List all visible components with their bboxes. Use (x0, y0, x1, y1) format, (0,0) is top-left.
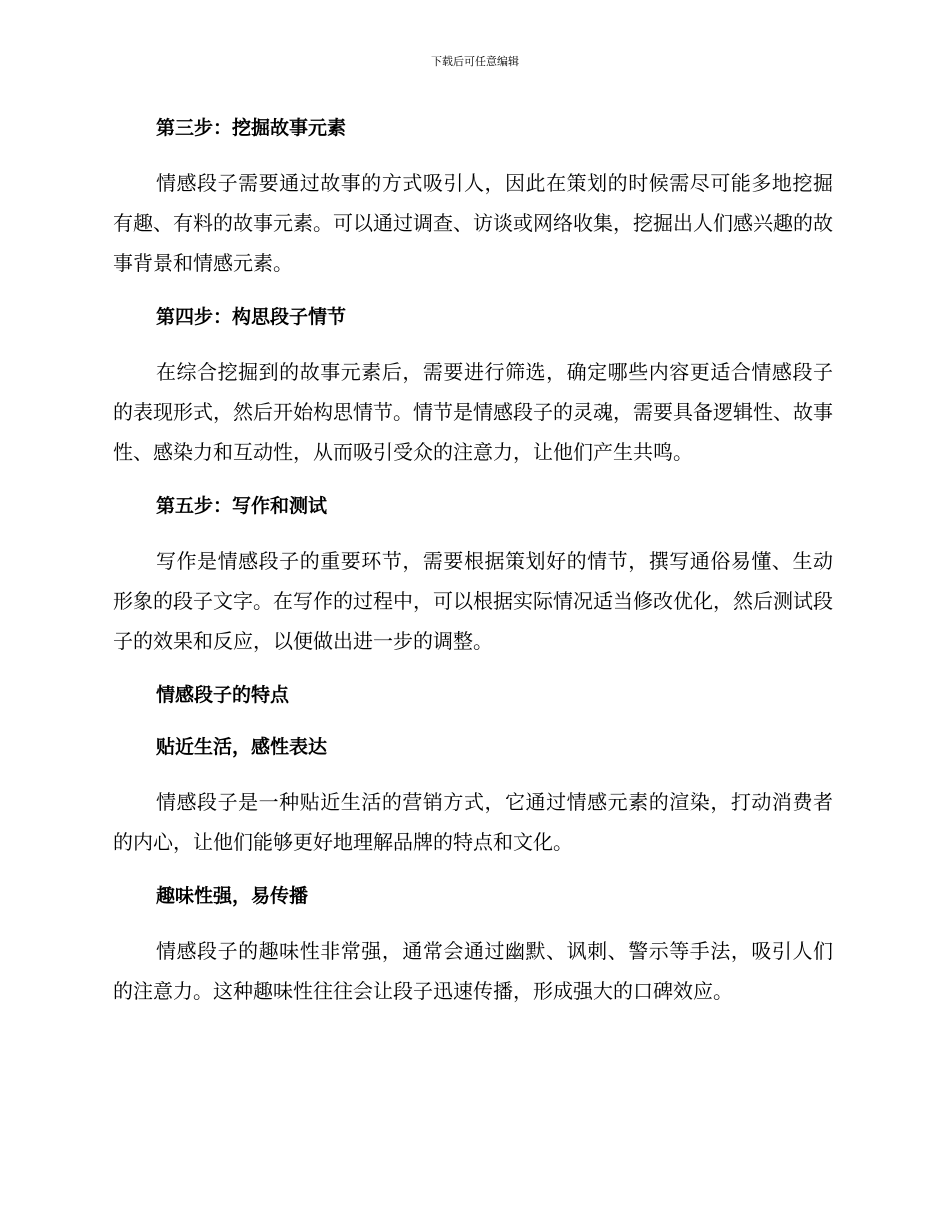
section-paragraph-step-four: 在综合挖掘到的故事元素后，需要进行筛选，确定哪些内容更适合情感段子的表现形式，然后开始构思情节。情节是情感段子的灵魂，需要具备逻辑性、故事性、感染力和互动性，从而吸引受众的注意力，让他们产生共鸣。 (113, 360, 833, 464)
document-body (113, 108, 833, 1011)
section-heading-step-four: 第四步：构思段子情节 (156, 306, 347, 328)
section-paragraph-step-three: 情感段子需要通过故事的方式吸引人，因此在策划的时候需尽可能多地挖掘有趣、有料的故事元素。可以通过调查、访谈或网络收集，挖掘出人们感兴趣的故事背景和情感元素。 (113, 171, 833, 275)
section-heading-fun-and-spread: 趣味性强，易传播 (156, 885, 309, 907)
section-heading-features: 情感段子的特点 (156, 684, 290, 706)
section-heading-step-three: 第三步：挖掘故事元素 (156, 117, 347, 139)
section-paragraph-step-five: 写作是情感段子的重要环节，需要根据策划好的情节，撰写通俗易懂、生动形象的段子文字。在写作的过程中，可以根据实际情况适当修改优化，然后测试段子的效果和反应，以便做出进一步的调整。 (113, 549, 833, 653)
section-heading-step-five: 第五步：写作和测试 (156, 495, 328, 517)
section-heading-close-to-life: 贴近生活，感性表达 (156, 736, 328, 758)
section-paragraph-fun-and-spread: 情感段子的趣味性非常强，通常会通过幽默、讽刺、警示等手法，吸引人们的注意力。这种趣味性往往会让段子迅速传播，形成强大的口碑效应。 (113, 939, 833, 1003)
section-paragraph-close-to-life: 情感段子是一种贴近生活的营销方式，它通过情感元素的渲染，打动消费者的内心，让他们能够更好地理解品牌的特点和文化。 (113, 790, 833, 854)
page-header-note: 下载后可任意编辑 (431, 55, 519, 68)
